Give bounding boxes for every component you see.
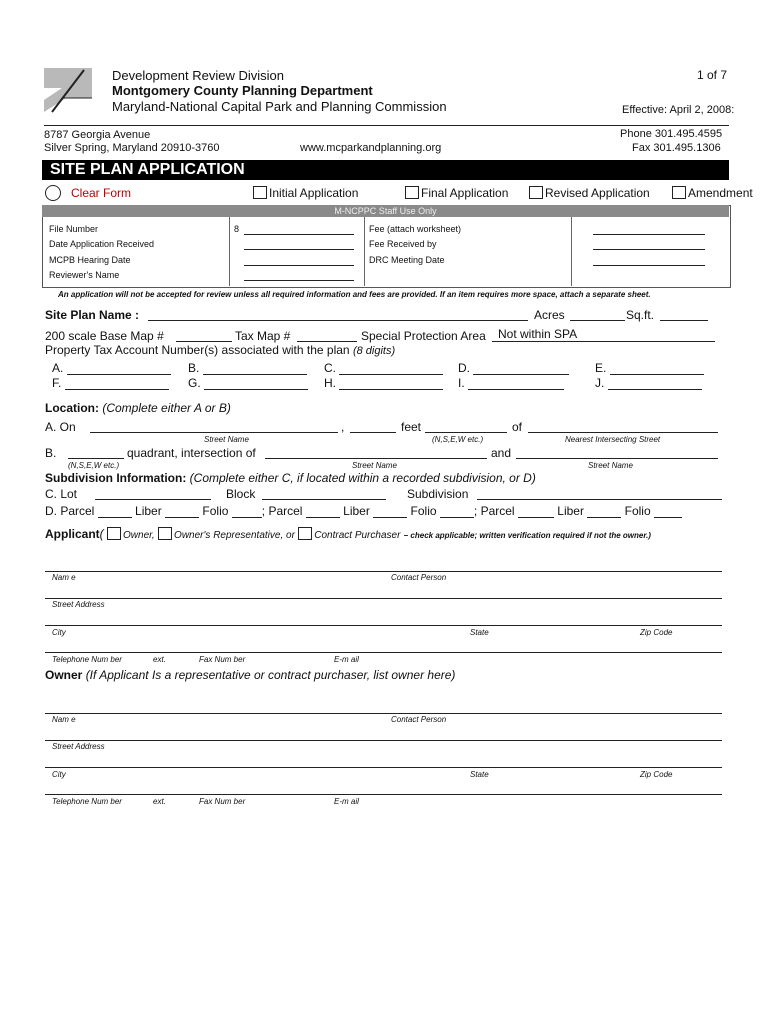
owner-city-caption: City — [52, 770, 66, 779]
owner-name-caption: Nam e — [52, 715, 76, 724]
liber3-field[interactable] — [587, 507, 621, 518]
location-b-quadrant-field[interactable] — [68, 458, 124, 459]
label-drc-meeting-date: DRC Meeting Date — [369, 255, 445, 265]
owner-phone-caption: Telephone Num ber — [52, 797, 122, 806]
folio1-field[interactable] — [232, 507, 262, 518]
applicant-street-caption: Street Address — [52, 600, 105, 609]
location-b-street2-field[interactable] — [516, 458, 718, 459]
spa-label: Special Protection Area — [361, 329, 486, 343]
tax-account-f[interactable]: F. — [52, 376, 169, 390]
department-name: Montgomery County Planning Department — [112, 83, 373, 98]
acres-field[interactable] — [570, 320, 625, 321]
initial-application-label: Initial Application — [269, 186, 359, 200]
tax-account-d[interactable]: D. — [458, 361, 569, 375]
location-a-comma: , — [341, 420, 345, 434]
owner-ext-caption: ext. — [153, 797, 166, 806]
applicant-ext-caption: ext. — [153, 655, 166, 664]
label-date-received: Date Application Received — [49, 239, 155, 249]
owner-street-field[interactable] — [45, 740, 722, 741]
label-hearing-date: MCPB Hearing Date — [49, 255, 131, 265]
clear-form-button[interactable]: Clear Form — [71, 186, 132, 200]
applicant-fax-caption: Fax Num ber — [199, 655, 246, 664]
owner-city-field[interactable] — [45, 767, 722, 768]
owner-street-caption: Street Address — [52, 742, 105, 751]
caption-street-name-b2: Street Name — [588, 461, 633, 470]
caption-nsew-a: (N,S,E,W etc.) — [432, 435, 484, 444]
liber2-field[interactable] — [373, 507, 407, 518]
applicant-city-field[interactable] — [45, 625, 722, 626]
caption-nsew-b: (N,S,E,W etc.) — [68, 461, 120, 470]
owner-heading: Owner (If Applicant Is a representative or contract purchaser, list owner here) — [45, 668, 456, 682]
file-number-prefix: 8 — [234, 224, 240, 234]
website-link[interactable]: www.mcparkandplanning.org — [300, 142, 442, 154]
subdivision-name-label: Subdivision — [407, 487, 469, 501]
tax-account-i[interactable]: I. — [458, 376, 564, 390]
spa-value[interactable]: Not within SPA — [498, 327, 578, 341]
location-a-feet: feet — [401, 420, 422, 434]
subdivision-block-field[interactable] — [262, 499, 386, 500]
final-application-option[interactable] — [405, 186, 508, 200]
tax-map-field[interactable] — [297, 341, 357, 342]
subdivision-lot-label: C. Lot — [45, 487, 78, 501]
checkbox-final[interactable] — [405, 186, 419, 199]
address-line2: Silver Spring, Maryland 20910-3760 — [44, 142, 220, 154]
parcel1-field[interactable] — [98, 507, 132, 518]
location-a-intersecting-field[interactable] — [528, 432, 718, 433]
location-a-of: of — [512, 420, 523, 434]
checkbox-owner-representative[interactable] — [158, 527, 172, 540]
applicant-state-caption: State — [470, 628, 489, 637]
initial-application-option[interactable] — [253, 186, 358, 200]
tax-map-label: Tax Map # — [235, 329, 291, 343]
location-b-street1-field[interactable] — [265, 458, 487, 459]
page-title: SITE PLAN APPLICATION — [50, 161, 245, 178]
mncppc-logo-icon — [44, 68, 92, 114]
effective-date: Effective: April 2, 2008: — [622, 104, 735, 116]
applicant-city-caption: City — [52, 628, 66, 637]
caption-street-name-b1: Street Name — [352, 461, 397, 470]
tax-account-c[interactable]: C. — [324, 361, 443, 375]
checkbox-amendment[interactable] — [672, 186, 686, 199]
revised-application-option[interactable] — [529, 186, 650, 200]
checkbox-initial[interactable] — [253, 186, 267, 199]
owner-state-caption: State — [470, 770, 489, 779]
address-line1: 8787 Georgia Avenue — [44, 129, 151, 141]
amendment-label: Amendment — [688, 186, 753, 200]
applicant-name-caption: Nam e — [52, 573, 76, 582]
location-b-label: B. — [45, 446, 57, 460]
page-count: 1 of 7 — [697, 68, 728, 82]
subdivision-block-label: Block — [226, 487, 256, 501]
commission-name: Maryland-National Capital Park and Planning Commission — [112, 99, 447, 114]
applicant-heading: Applicant( Owner, Owner's Representative, or Contract Purchaser – check applicable; written verification required if not the owner.) — [45, 527, 651, 541]
staff-use-header: M-NCPPC Staff Use Only — [42, 205, 729, 217]
parcel-row: D. Parcel Liber Folio ; Parcel Liber Folio ; Parcel Liber Folio — [45, 504, 682, 518]
revised-application-label: Revised Application — [545, 186, 650, 200]
location-b-quadrant: quadrant, intersection of — [127, 446, 256, 460]
folio3-field[interactable] — [654, 507, 682, 518]
owner-zip-caption: Zip Code — [640, 770, 673, 779]
base-map-field[interactable] — [176, 341, 232, 342]
amendment-option[interactable] — [672, 186, 753, 200]
checkbox-owner[interactable] — [107, 527, 121, 540]
applicant-phone-caption: Telephone Num ber — [52, 655, 122, 664]
caption-street-name-a: Street Name — [204, 435, 249, 444]
tax-account-h[interactable]: H. — [324, 376, 443, 390]
applicant-zip-caption: Zip Code — [640, 628, 673, 637]
fax-number: Fax 301.495.1306 — [632, 142, 721, 154]
tax-account-j[interactable]: J. — [595, 376, 702, 390]
folio2-field[interactable] — [440, 507, 474, 518]
subdivision-lot-field[interactable] — [95, 499, 211, 500]
parcel2-field[interactable] — [306, 507, 340, 518]
owner-email-caption: E-m ail — [334, 797, 359, 806]
sqft-label: Sq.ft. — [626, 308, 655, 322]
acres-label: Acres — [534, 308, 565, 322]
location-a-distance-field[interactable] — [350, 432, 396, 433]
tax-account-e[interactable]: E. — [595, 361, 704, 375]
final-application-label: Final Application — [421, 186, 509, 200]
location-b-and: and — [491, 446, 512, 460]
applicant-street-field[interactable] — [45, 598, 722, 599]
phone-number: Phone 301.495.4595 — [620, 128, 723, 140]
applicant-name-field[interactable] — [45, 571, 722, 572]
parcel3-field[interactable] — [518, 507, 554, 518]
applicant-contact-caption: Contact Person — [391, 573, 447, 582]
division-name: Development Review Division — [112, 68, 284, 83]
clear-form-radio[interactable] — [45, 185, 61, 201]
checkbox-contract-purchaser[interactable] — [298, 527, 312, 540]
owner-phone-field[interactable] — [45, 794, 722, 795]
checkbox-revised[interactable] — [529, 186, 543, 199]
label-file-number: File Number — [49, 224, 99, 234]
title-bar — [42, 160, 729, 180]
label-reviewer-name: Reviewer's Name — [49, 270, 120, 280]
location-a-street-field[interactable] — [90, 432, 338, 433]
applicant-phone-field[interactable] — [45, 652, 722, 653]
notice-text: An application will not be accepted for review unless all required information and fees are provided. If an item requires more space, attach a separate sheet. — [58, 290, 651, 299]
owner-fax-caption: Fax Num ber — [199, 797, 246, 806]
location-a-direction-field[interactable] — [425, 432, 507, 433]
sqft-field[interactable] — [660, 320, 708, 321]
label-fee-received-by: Fee Received by — [369, 239, 437, 249]
site-plan-name-label: Site Plan Name : — [45, 308, 140, 322]
owner-contact-caption: Contact Person — [391, 715, 447, 724]
subdivision-name-field[interactable] — [477, 499, 722, 500]
caption-nearest-street: Nearest Intersecting Street — [565, 435, 661, 444]
site-plan-name-field[interactable] — [148, 320, 528, 321]
liber1-field[interactable] — [165, 507, 199, 518]
location-heading: Location: (Complete either A or B) — [45, 401, 231, 415]
tax-account-a[interactable]: A. — [52, 361, 171, 375]
location-a-label: A. On — [45, 420, 76, 434]
owner-name-field[interactable] — [45, 713, 722, 714]
label-fee: Fee (attach worksheet) — [369, 224, 462, 234]
subdivision-heading: Subdivision Information: (Complete either C, if located within a recorded subdivision, or D) — [45, 471, 536, 485]
applicant-email-caption: E-m ail — [334, 655, 359, 664]
base-map-label: 200 scale Base Map # — [45, 329, 164, 343]
tax-account-g[interactable]: G. — [188, 376, 308, 390]
tax-account-b[interactable]: B. — [188, 361, 307, 375]
tax-account-label: Property Tax Account Number(s) associated with the plan (8 digits) — [45, 343, 396, 357]
